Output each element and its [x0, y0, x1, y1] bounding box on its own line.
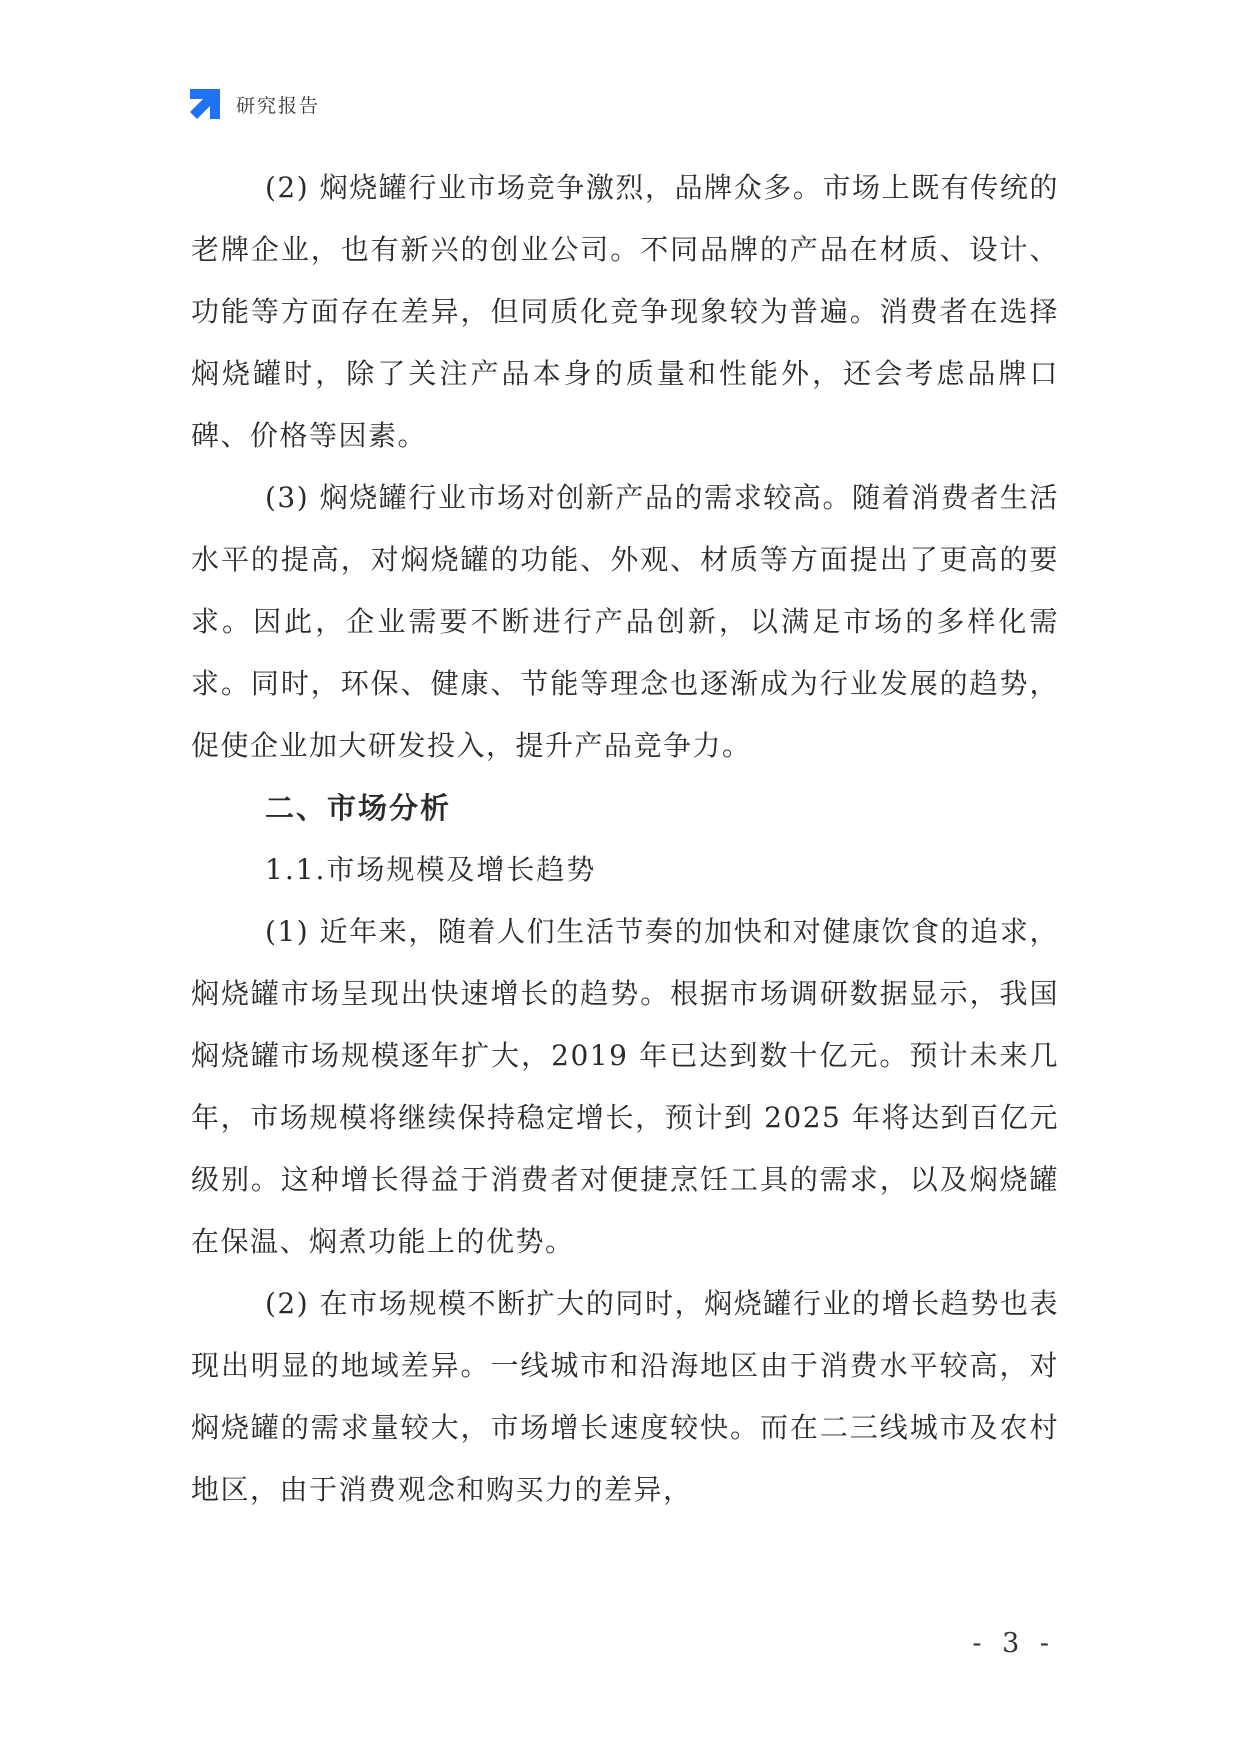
paragraph-market-size: (1) 近年来，随着人们生活节奏的加快和对健康饮食的追求，焖烧罐市场呈现出快速增长的趋势。根据市场调研数据显示，我国焖烧罐市场规模逐年扩大，2019 年已达到数十亿元。预计未来几年，市场规模将继续保持稳定增长，预计到 2025 年将达到百亿元级别。这种增长得益于消费者对便捷烹饪工具的需求，以及焖烧罐在保温、焖煮功能上的优势。: [191, 915, 1059, 1258]
paragraph-competition: (2) 焖烧罐行业市场竞争激烈，品牌众多。市场上既有传统的老牌企业，也有新兴的创业公司。不同品牌的产品在材质、设计、功能等方面存在差异，但同质化竞争现象较为普遍。消费者在选择焖烧罐时，除了关注产品本身的质量和性能外，还会考虑品牌口碑、价格等因素。: [191, 171, 1059, 452]
report-header: [188, 86, 320, 122]
arrow-logo-icon: [188, 87, 222, 121]
subsection-heading: 1.1.市场规模及增长趋势: [265, 853, 597, 886]
paragraph-regional-difference: (2) 在市场规模不断扩大的同时，焖烧罐行业的增长趋势也表现出明显的地域差异。一线城市和沿海地区由于消费水平较高，对焖烧罐的需求量较大，市场增长速度较快。而在二三线城市及农村地区，由于消费观念和购买力的差异，: [191, 1287, 1059, 1506]
header-title: 研究报告: [236, 94, 321, 117]
report-body: [191, 157, 1059, 1521]
page-number: - 3 -: [972, 1628, 1055, 1659]
paragraph-innovation: (3) 焖烧罐行业市场对创新产品的需求较高。随着消费者生活水平的提高，对焖烧罐的功能、外观、材质等方面提出了更高的要求。因此，企业需要不断进行产品创新，以满足市场的多样化需求。同时，环保、健康、节能等理念也逐渐成为行业发展的趋势，促使企业加大研发投入，提升产品竞争力。: [191, 481, 1059, 762]
section-heading: 二、市场分析: [265, 791, 452, 825]
